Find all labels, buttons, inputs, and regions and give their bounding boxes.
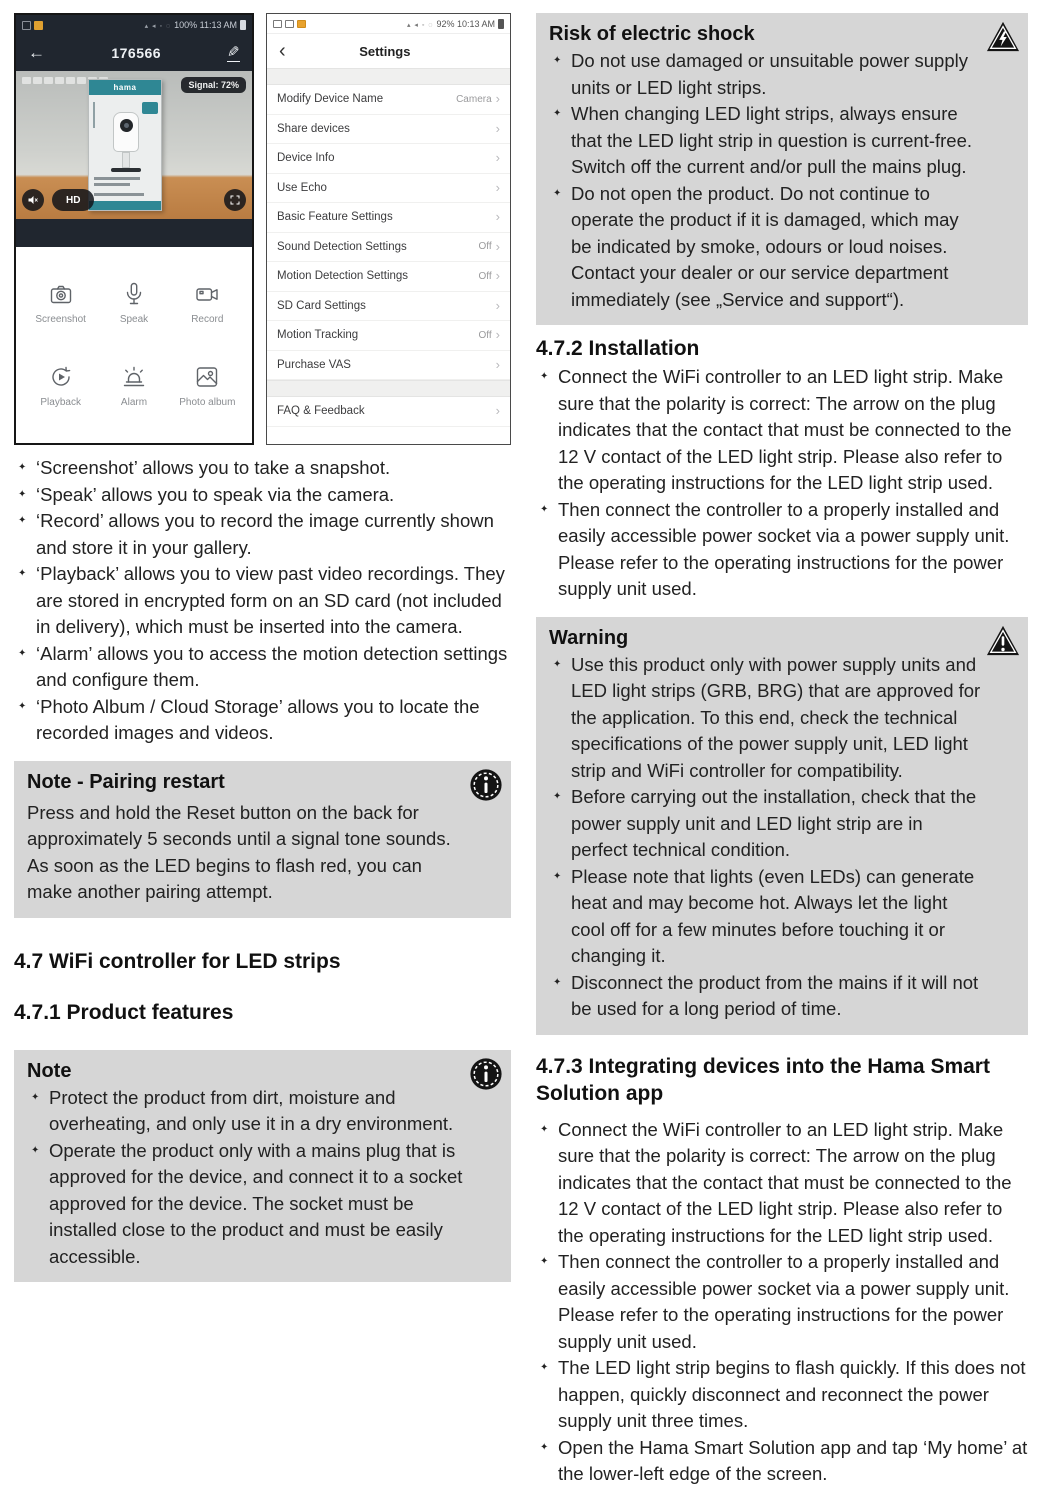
section-heading-4-7: 4.7 WiFi controller for LED strips (14, 949, 341, 973)
box-footer-band (89, 201, 161, 210)
chevron-right-icon (496, 297, 500, 315)
hd-quality-button[interactable]: HD (52, 189, 94, 211)
brand-label: hama (89, 80, 161, 95)
playback-icon (48, 364, 74, 390)
camera-nav-bar (16, 35, 252, 71)
chevron-right-icon (496, 326, 500, 344)
warning-icon (986, 624, 1020, 658)
chevron-right-icon (496, 90, 500, 108)
section-heading-4-7-2: 4.7.2 Installation (536, 337, 700, 360)
chevron-right-icon (496, 267, 500, 285)
status-bar (267, 14, 510, 34)
fullscreen-icon[interactable] (224, 189, 246, 211)
bullet-item: ✦ Disconnect the product from the mains if it will not be used for a long period of time. (549, 970, 982, 1023)
battery-icon (498, 19, 504, 29)
settings-menu-item[interactable]: Share devices › (267, 115, 510, 145)
section-spacer (267, 380, 510, 397)
settings-menu-item[interactable]: Motion Detection Settings Off › (267, 262, 510, 292)
bullet-item: ✦ Connect the WiFi controller to an LED light strip. Make sure that the polarity is correct: The arrow on the plug indicates that the contact that must be connected to the 12 V contact of the LED light strip. Please also refer to the operating instructions for the LED light strip used. (536, 1117, 1028, 1250)
device-id-title: 176566 (111, 45, 162, 61)
box-badge (142, 102, 158, 114)
settings-menu-item[interactable]: Use Echo › (267, 174, 510, 204)
right-column (536, 13, 1028, 1488)
notification-icon (297, 20, 306, 28)
installation-bullet-list (536, 364, 1028, 603)
alarm-icon (121, 364, 147, 390)
feature-bullet-list (14, 455, 511, 747)
note-bullet-list (27, 1085, 465, 1271)
bullet-item: ✦ ‘Record’ allows you to record the image currently shown and store it in your gallery. (14, 508, 511, 561)
bullet-item: ✦ The LED light strip begins to flash quickly. If this does not happen, quickly disconnect and reconnect the power supply unit three times. (536, 1355, 1028, 1435)
live-video-preview (16, 71, 252, 219)
chevron-right-icon (496, 356, 500, 374)
camera-app-screenshot (14, 13, 254, 445)
camera-icon (48, 281, 74, 307)
chevron-right-icon (496, 120, 500, 138)
chevron-right-icon (496, 149, 500, 167)
settings-menu-item[interactable]: FAQ & Feedback › (267, 397, 510, 427)
settings-menu-item[interactable]: Device Info › (267, 144, 510, 174)
warning-bullet-list (549, 48, 982, 313)
settings-menu-item[interactable]: Modify Device Name Camera › (267, 85, 510, 115)
chevron-right-icon (496, 402, 500, 420)
warning-title: Risk of electric shock (549, 23, 755, 45)
settings-menu-item[interactable]: Motion Tracking Off › (267, 321, 510, 351)
chevron-right-icon (496, 208, 500, 226)
electric-shock-icon (986, 20, 1020, 54)
signal-badge: Signal: 72% (181, 77, 246, 93)
photo-album-icon (194, 364, 220, 390)
notification-icon (285, 20, 294, 28)
microphone-icon (121, 281, 147, 307)
mute-icon[interactable] (22, 189, 44, 211)
bullet-item: ✦ Then connect the controller to a properly installed and easily accessible power socket via a power supply unit. Please refer to the operating instructions for the power supply unit used. (536, 1249, 1028, 1355)
settings-app-screenshot (266, 13, 511, 445)
settings-menu-item[interactable]: Sound Detection Settings Off › (267, 233, 510, 263)
notification-icon (34, 21, 43, 30)
screenshot-button[interactable]: Screenshot (24, 261, 97, 344)
warning-title: Warning (549, 626, 629, 649)
section-heading-4-7-3: 4.7.3 Integrating devices into the Hama Smart Solution app (536, 1054, 990, 1105)
bullet-item: ✦ Before carrying out the installation, check that the power supply unit and LED light strip are in perfect technical condition. (549, 784, 982, 864)
settings-menu (267, 85, 510, 380)
bullet-item: ✦ Open the Hama Smart Solution app and tap ‘My home’ at the lower-left edge of the screen. (536, 1435, 1028, 1488)
bullet-item: ✦ ‘Screenshot’ allows you to take a snapshot. (14, 455, 511, 482)
video-letterbox (16, 219, 252, 247)
bullet-item: ✦ Connect the WiFi controller to an LED light strip. Make sure that the polarity is correct: The arrow on the plug indicates that the contact that must be connected to the 12 V contact of the LED light strip. Please also refer to the operating instructions for the LED light strip used. (536, 364, 1028, 497)
settings-menu-item[interactable]: Basic Feature Settings › (267, 203, 510, 233)
settings-menu-footer (267, 397, 510, 427)
battery-icon (240, 20, 246, 30)
chevron-right-icon (496, 238, 500, 256)
settings-menu-item[interactable]: Purchase VAS › (267, 351, 510, 381)
warning-bullet-list (549, 652, 982, 1023)
alarm-button[interactable]: Alarm (97, 344, 170, 427)
chevron-right-icon (496, 179, 500, 197)
bullet-item: ✦ Do not open the product. Do not continue to operate the product if it is damaged, which may be indicated by smoke, odours or loud noises. Contact your dealer or our service department immediately (see „Service and support“). (549, 181, 982, 314)
settings-header (267, 34, 510, 68)
edit-icon[interactable] (227, 44, 240, 63)
speak-button[interactable]: Speak (97, 261, 170, 344)
section-heading-4-7-1: 4.7.1 Product features (14, 1000, 234, 1024)
section-spacer (267, 68, 510, 85)
playback-button[interactable]: Playback (24, 344, 97, 427)
left-column (14, 13, 511, 1488)
bullet-item: ✦ Protect the product from dirt, moisture and overheating, and only use it in a dry environment. (27, 1085, 465, 1138)
bullet-item: ✦ Do not use damaged or unsuitable power supply units or LED light strips. (549, 48, 982, 101)
video-camera-icon (194, 281, 220, 307)
battery-time-text: 92% 10:13 AM (436, 18, 495, 29)
bullet-item: ✦ Use this product only with power supply units and LED light strips (GRB, BRG) that are approved for the application. To this end, check the technical specifications of the power supply unit, LED light strip and WiFi controller for compatibility. (549, 652, 982, 785)
bullet-item: ✦ ‘Alarm’ allows you to access the motion detection settings and configure them. (14, 641, 511, 694)
box-feature-list (93, 102, 107, 128)
camera-product-box (88, 79, 162, 211)
record-button[interactable]: Record (171, 261, 244, 344)
note-title: Note (27, 1059, 72, 1082)
bullet-item: ✦ Please note that lights (even LEDs) can generate heat and may become hot. Always let the light cool off for a few minutes before touching it or changing it. (549, 864, 982, 970)
status-icons (407, 19, 434, 29)
back-icon[interactable] (279, 40, 286, 63)
notification-icon (22, 21, 31, 30)
battery-time-text: 100% 11:13 AM (174, 20, 237, 30)
info-icon (469, 768, 503, 802)
note-body: Press and hold the Reset button on the back for approximately 5 seconds until a signal tone sounds. As soon as the LED begins to flash red, you can make another pairing attempt. (27, 801, 451, 902)
photo-album-button[interactable]: Photo album (171, 344, 244, 427)
info-icon (469, 1057, 503, 1091)
settings-menu-item[interactable]: SD Card Settings › (267, 292, 510, 322)
status-icons (145, 20, 172, 30)
integration-bullet-list (536, 1117, 1028, 1488)
notification-icon (273, 20, 282, 28)
app-screenshots (14, 13, 511, 445)
settings-title: Settings (359, 43, 411, 59)
camera-controls-grid (16, 247, 252, 443)
bullet-item: ✦ ‘Playback’ allows you to view past video recordings. They are stored in encrypted form on an SD card (not included in delivery), which must be inserted into the camera. (14, 561, 511, 641)
note-product-box (14, 1050, 511, 1283)
bullet-item: ✦ Then connect the controller to a properly installed and easily accessible power socket via a power supply unit. Please refer to the operating instructions for the power supply unit used. (536, 497, 1028, 603)
status-bar (16, 15, 252, 35)
bullet-item: ✦ When changing LED light strips, always ensure that the LED light strip in question is current-free. Switch off the current and/or pull the mains plug. (549, 101, 982, 181)
back-icon[interactable] (28, 43, 45, 63)
note-title: Note - Pairing restart (27, 770, 225, 793)
note-pairing-box (14, 761, 511, 918)
bullet-item: ✦ ‘Speak’ allows you to speak via the camera. (14, 482, 511, 509)
bullet-item: ✦ Operate the product only with a mains plug that is approved for the device, and connect it to a socket approved for the device. The socket must be installed close to the product and must be easily accessible. (27, 1138, 465, 1271)
bullet-item: ✦ ‘Photo Album / Cloud Storage’ allows you to locate the recorded images and videos. (14, 694, 511, 747)
general-warning-box (536, 617, 1028, 1035)
camera-illustration (113, 112, 139, 152)
electric-shock-warning-box (536, 13, 1028, 325)
